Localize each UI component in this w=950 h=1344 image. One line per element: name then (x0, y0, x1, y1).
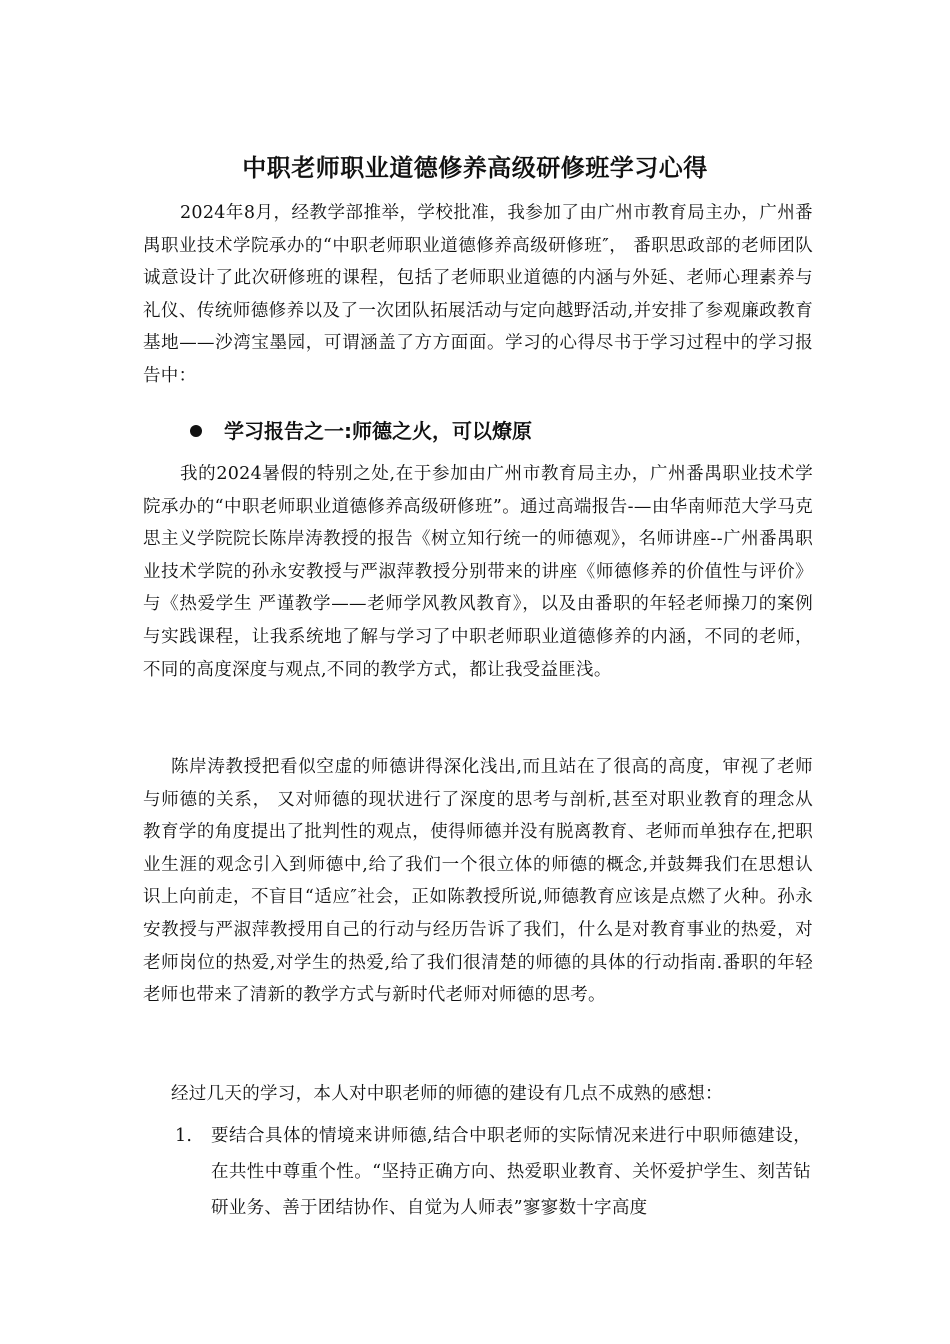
section-heading (190, 414, 532, 448)
body-paragraph-2: 陈岸涛教授把看似空虚的师德讲得深化浅出,而且站在了很高的高度，审视了老师与师德的关系， 又对师德的现状进行了深度的思考与剖析,甚至对职业教育的理念从教育学的角度提出了批判性的观点，使得师德并没有脱离教育、老师而单独存在,把职业生涯的观念引入到师德中,给了我们一个很立体的师德的概念,并鼓舞我们在思想认识上向前走，不盲目“适应″社会，正如陈教授所说,师德教育应该是点燃了火种。孙永安教授与严淑萍教授用自己的行动与经历告诉了我们，什么是对教育事业的热爱，对老师岗位的热爱,对学生的热爱,给了我们很清楚的师德的具体的行动指南.番职的年轻老师也带来了清新的教学方式与新时代老师对师德的思考。 (143, 757, 813, 1006)
body-paragraph-3: 经过几天的学习，本人对中职老师的师德的建设有几点不成熟的感想： (171, 1084, 723, 1104)
list-item-text: 要结合具体的情境来讲师德,结合中职老师的实际情况来进行中职师德建设，在共性中尊重个性。“坚持正确方向、热爱职业教育、关怀爱护学生、刻苦钻研业务、善于团结协作、自觉为人师表”寥寥数十字高度 (211, 1126, 811, 1218)
document-title: 中职老师职业道德修养高级研修班学习心得 (242, 154, 708, 182)
section-heading-text: 学习报告之一:师德之火，可以燎原 (224, 419, 532, 443)
intro-paragraph: 2024年8月，经教学部推举，学校批准，我参加了由广州市教育局主办，广州番禺职业技术学院承办的“中职老师职业道德修养高级研修班″， 番职思政部的老师团队诚意设计了此次研修班的课程，包括了老师职业道德的内涵与外延、老师心理素养与礼仪、传统师德修养以及了一次团队拓展活动与定向越野活动,并安排了参观廉政教育基地——沙湾宝墨园，可谓涵盖了方方面面。学习的心得尽书于学习过程中的学习报告中： (143, 203, 813, 386)
bullet-icon (190, 425, 202, 437)
list-item-number: 1. (175, 1126, 193, 1146)
body-paragraph-1: 我的2024暑假的特别之处,在于参加由广州市教育局主办，广州番禺职业技术学院承办的“中职老师职业道德修养高级研修班”。通过高端报告-—由华南师范大学马克思主义学院院长陈岸涛教授的报告《树立知行统一的师德观》，名师讲座--广州番禺职业技术学院的孙永安教授与严淑萍教授分别带来的讲座《师德修养的价值性与评价》与《热爱学生 严谨教学——老师学风教风教育》，以及由番职的年轻老师操刀的案例与实践课程，让我系统地了解与学习了中职老师职业道德修养的内涵，不同的老师，不同的高度深度与观点,不同的教学方式，都让我受益匪浅。 (143, 464, 813, 680)
